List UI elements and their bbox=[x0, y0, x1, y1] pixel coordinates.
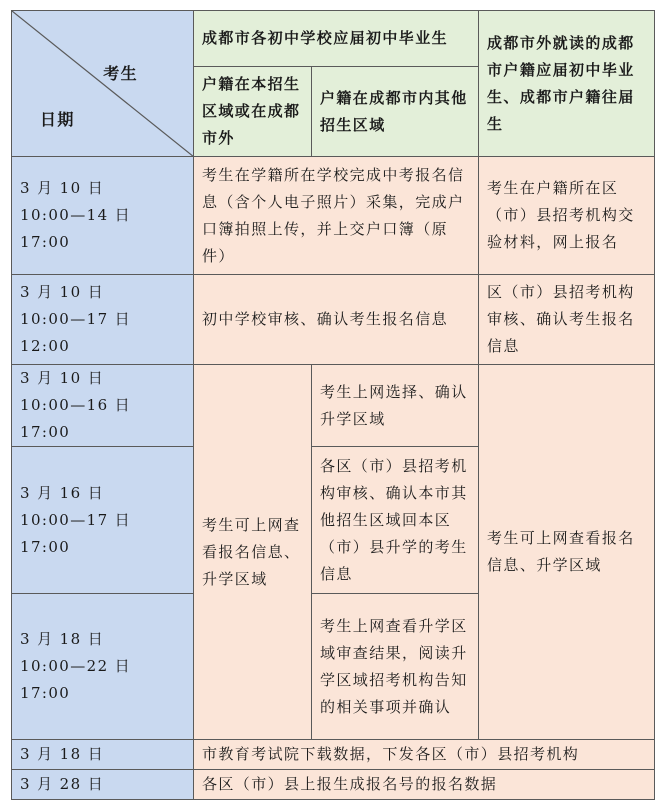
date-day: 3 月 10 日 bbox=[20, 179, 105, 197]
header-corner-date: 日期 bbox=[40, 110, 75, 129]
date-cell: 3 月 28 日 bbox=[12, 770, 194, 800]
outside-task-cell: 考生在户籍所在区（市）县招考机构交验材料，网上报名 bbox=[479, 157, 655, 275]
date-day: 3 月 18 日 bbox=[20, 630, 105, 648]
date-time: 10:00—22 日 17:00 bbox=[20, 657, 132, 702]
merged-view-info-cell: 考生可上网查看报名信息、升学区域 bbox=[194, 365, 312, 740]
footer-task-cell: 市教育考试院下载数据，下发各区（市）县招考机构 bbox=[194, 740, 655, 770]
table-row bbox=[12, 275, 655, 365]
date-time: 10:00—17 日 12:00 bbox=[20, 310, 132, 355]
date-cell bbox=[12, 365, 194, 447]
date-cell bbox=[12, 594, 194, 740]
region-task-cell: 各区（市）县招考机构审核、确认本市其他招生区域回本区（市）县升学的考生信息 bbox=[312, 447, 479, 594]
table-row bbox=[12, 770, 655, 800]
table-row bbox=[12, 740, 655, 770]
region-task-cell: 考生上网选择、确认升学区域 bbox=[312, 365, 479, 447]
merged-outside-view-cell: 考生可上网查看报名信息、升学区域 bbox=[479, 365, 655, 740]
date-day: 3 月 16 日 bbox=[20, 483, 105, 502]
date-cell bbox=[12, 157, 194, 275]
date-cell bbox=[12, 447, 194, 594]
date-time: 10:00—17 日 17:00 bbox=[20, 510, 132, 556]
header-corner-cell bbox=[12, 11, 194, 157]
date-day: 3 月 10 日 bbox=[20, 283, 105, 301]
date-time: 10:00—16 日 17:00 bbox=[20, 396, 132, 441]
header-other-region: 户籍在成都市内其他招生区域 bbox=[312, 67, 479, 157]
table-row bbox=[12, 157, 655, 275]
school-task-cell: 初中学校审核、确认考生报名信息 bbox=[194, 275, 479, 365]
date-cell bbox=[12, 275, 194, 365]
date-time: 10:00—14 日 17:00 bbox=[20, 206, 132, 251]
school-task-cell: 考生在学籍所在学校完成中考报名信息（含个人电子照片）采集，完成户口簿拍照上传，并上交户口簿（原件） bbox=[194, 157, 479, 275]
table-row bbox=[12, 365, 655, 447]
header-row-1 bbox=[12, 11, 655, 67]
date-day: 3 月 10 日 bbox=[20, 369, 105, 387]
region-task-cell: 考生上网查看升学区域审查结果，阅读升学区域招考机构告知的相关事项并确认 bbox=[312, 594, 479, 740]
header-outside-region: 户籍在本招生区域或在成都市外 bbox=[194, 67, 312, 157]
header-chengdu-schools: 成都市各初中学校应届初中毕业生 bbox=[194, 11, 479, 67]
header-corner-examinee: 考生 bbox=[103, 64, 138, 83]
outside-task-cell: 区（市）县招考机构审核、确认考生报名信息 bbox=[479, 275, 655, 365]
registration-schedule-table bbox=[11, 10, 655, 800]
header-outside-chengdu: 成都市外就读的成都市户籍应届初中毕业生、成都市户籍往届生 bbox=[479, 11, 655, 157]
date-cell: 3 月 18 日 bbox=[12, 740, 194, 770]
footer-task-cell: 各区（市）县上报生成报名号的报名数据 bbox=[194, 770, 655, 800]
